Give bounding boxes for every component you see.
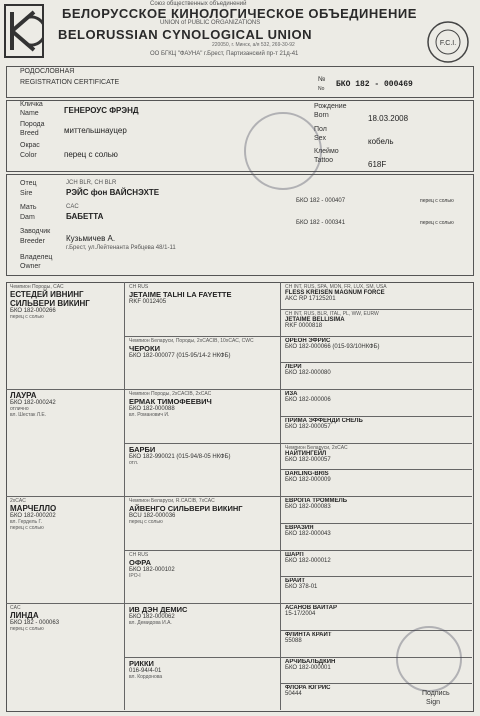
- ancestor-name: DARLING-BRIS: [285, 471, 329, 478]
- row-divider: [125, 603, 280, 604]
- ancestor-name: АЙВЕНГО СИЛЬВЕРИ ВИКИНГ: [129, 504, 243, 513]
- ancestor-name: ОФРА: [129, 557, 151, 567]
- sire-titles: JCH BLR, CH BLR: [66, 180, 117, 186]
- ancestor-color: перец с солью: [10, 525, 44, 531]
- ancestor-titles: CH RUS: [129, 284, 149, 290]
- ancestor-name: АСАНОВ ВАЙТАР: [285, 605, 338, 611]
- ancestor-name: JETAIME TALHI LA FAYETTE: [129, 290, 232, 299]
- fci-seal-icon: [426, 20, 470, 64]
- round-stamp-bottom: [396, 626, 462, 692]
- ancestor-extra: вл. Шестак Л.Е.: [10, 412, 47, 418]
- ancestor-reg: 50444: [285, 691, 302, 698]
- row-divider: [125, 336, 280, 337]
- tattoo-label-ru: Клеймо: [314, 148, 339, 155]
- ancestor-titles: CH INT, RUS, SPA, MON, FR, LUX, SM, USA: [285, 284, 387, 290]
- born-label-ru: Рождение: [314, 103, 347, 110]
- ancestor-cell-gen2: [129, 552, 276, 602]
- ancestor-name: ЛЕРИ: [285, 364, 302, 371]
- branch-line: ОО БГКЦ "ФАУНА" г.Брест, Партизанский пр-т 21д-41: [150, 51, 299, 57]
- ancestor-cell-gen3: [285, 552, 468, 575]
- dam-label-ru: Мать: [20, 204, 37, 211]
- ancestor-note: перец с солью: [10, 314, 44, 320]
- ancestor-note: перец с солью: [10, 626, 44, 632]
- breed-label-ru: Порода: [20, 121, 45, 128]
- row-divider: [281, 576, 472, 577]
- name-label-ru: Кличка: [20, 101, 43, 108]
- ancestor-titles: 2xCAC: [10, 498, 26, 504]
- ancestor-name: ФЛИНТА КРАЙТ: [285, 631, 332, 638]
- ancestor-reg: БКО 378-01: [285, 584, 318, 591]
- dam-reg: БКО 182 - 000341: [296, 220, 346, 226]
- ancestor-name: МАРЧЕЛЛО: [10, 504, 57, 513]
- ancestor-name: ПРИМА ЭФФЕНДИ СНЕЛЬ: [285, 417, 363, 424]
- ancestor-cell-gen1: [10, 605, 120, 708]
- ancestor-titles: CH INT, RUS, BLR, ITAL, PL, WW, EURW: [285, 310, 379, 317]
- ancestor-reg: БКО 182-000066 (015-93/10НКФБ): [285, 343, 380, 350]
- breeder-name: Кузьмичев А.: [66, 234, 116, 243]
- sex-label-ru: Пол: [314, 126, 327, 133]
- dog-breed: миттельшнауцер: [64, 126, 127, 135]
- row-divider: [281, 469, 472, 470]
- row-divider: [281, 496, 472, 497]
- ancestor-name: ЕРМАК ТИМОФЕЕВИЧ: [129, 397, 212, 406]
- ancestor-cell-gen3: [285, 364, 468, 387]
- ancestor-name: ЕВРАЗИЯ: [285, 524, 314, 531]
- dog-color: перец с солью: [64, 150, 118, 159]
- sign-label-en: Sign: [426, 699, 441, 706]
- ancestor-name: ФЛОРА ЮГРИС: [285, 685, 331, 692]
- ancestor-name: FLESS KREISEN MAGNUM FORCE: [285, 290, 385, 296]
- row-divider: [125, 657, 280, 658]
- cert-title-ru: РОДОСЛОВНАЯ: [20, 68, 75, 75]
- ancestor-note: вл. Демидова И.А.: [129, 620, 172, 626]
- row-divider: [281, 416, 472, 417]
- cert-no-label: №: [318, 76, 326, 83]
- sign-label-ru: Подпись: [422, 690, 450, 697]
- breeder-label-ru: Заводчик: [20, 228, 51, 235]
- ancestor-cell-gen2: [129, 445, 276, 495]
- document-header: [0, 0, 480, 66]
- color-label-ru: Окрас: [20, 142, 40, 149]
- dam-titles: CAC: [66, 204, 79, 210]
- sire-color: перец с солью: [420, 198, 454, 204]
- tattoo-label-en: Tattoo: [314, 157, 334, 164]
- ancestor-cell-gen3: [285, 605, 468, 628]
- sire-reg: БКО 182 - 000407: [296, 198, 346, 204]
- ancestor-cell-gen2: [129, 605, 276, 655]
- ancestor-name: ЧЕРОКИ: [129, 343, 160, 353]
- row-divider: [281, 309, 472, 310]
- ancestor-name: JETAIME BELLISIMA: [285, 316, 345, 323]
- ancestor-name: АРЧИБАЛЬДКИН: [285, 658, 336, 665]
- row-divider: [281, 336, 472, 337]
- ancestor-cell-gen3: [285, 418, 468, 441]
- ancestor-reg: БКО 182-000012: [285, 557, 331, 564]
- ancestor-titles: Чемпион Породы, 2xCACIB, 2xCAC: [129, 391, 212, 397]
- ancestor-note: IPO-I: [129, 572, 141, 579]
- born-label-en: Born: [314, 112, 329, 119]
- ancestor-reg: БКО 182-990021 (015-94/8-05 НКФБ): [129, 453, 231, 460]
- ancestor-reg: БКО 182-000080: [285, 370, 331, 377]
- sire-label-ru: Отец: [20, 180, 37, 187]
- owner-label-ru: Владелец: [20, 254, 53, 261]
- ancestor-reg: БКО 182-000088: [129, 406, 175, 412]
- ancestor-reg: БКО 182-000077 (015-95/14-2 НКФБ): [129, 352, 231, 359]
- dam-color: перец с солью: [420, 220, 454, 226]
- ancestor-cell-gen3: [285, 498, 468, 521]
- ancestor-name: ЛИНДА: [10, 611, 39, 620]
- ancestor-note: отлично: [10, 406, 29, 412]
- breeder-address: г.Брест, ул.Лейтенанта Рябцева 48/1-11: [66, 245, 176, 251]
- row-divider: [6, 496, 124, 497]
- ancestor-note: отл.: [129, 459, 139, 466]
- ancestor-reg: 55088: [285, 637, 302, 644]
- sire-name: РЭЙС фон ВАЙСНЭХТЕ: [66, 188, 160, 197]
- ancestor-titles: Чемпион Беларуси, 2xCAC: [285, 444, 348, 451]
- ancestor-reg: БКО 182 - 000063: [10, 620, 60, 626]
- dam-label-en: Dam: [20, 214, 35, 221]
- ancestor-cell-gen2: [129, 659, 276, 709]
- ancestor-cell-gen3: [285, 578, 468, 601]
- owner-label-en: Owner: [20, 263, 41, 270]
- name-label-en: Name: [20, 110, 39, 117]
- dog-tattoo: 618F: [368, 160, 387, 169]
- ancestor-cell-gen3: [285, 311, 468, 334]
- union-address: 220050, г. Минск, а/я 532, 269-30-92: [212, 42, 295, 48]
- fci-seal-text: F.C.I.: [439, 40, 457, 47]
- row-divider: [6, 389, 124, 390]
- row-divider: [6, 603, 124, 604]
- row-divider: [281, 523, 472, 524]
- row-divider: [281, 603, 472, 604]
- sex-label-en: Sex: [314, 135, 327, 142]
- cert-title-en: REGISTRATION CERTIFICATE: [20, 79, 120, 86]
- ancestor-cell-gen1: [10, 498, 120, 601]
- ancestor-titles: CAC: [10, 605, 21, 611]
- row-divider: [125, 443, 280, 444]
- ancestor-titles: CH RUS: [129, 551, 149, 558]
- ancestor-titles: Чемпион Породы, CAC: [10, 284, 64, 290]
- ancestor-reg: БКО 182-000043: [285, 530, 331, 537]
- ancestor-reg: БКО 182-000242: [10, 400, 56, 406]
- ancestor-cell-gen2: [129, 391, 276, 441]
- row-divider: [281, 389, 472, 390]
- ancestor-cell-gen1: [10, 284, 120, 387]
- ancestor-name: РИККИ: [129, 658, 154, 668]
- row-divider: [125, 550, 280, 551]
- color-label-en: Color: [20, 152, 37, 159]
- ancestor-reg: БКО 182-000102: [129, 566, 175, 573]
- cert-number: БКО 182 - 000469: [336, 80, 413, 89]
- ancestor-reg: БКО 182-000266: [10, 308, 56, 314]
- union-title-ru: БЕЛОРУССКОЕ КИНОЛОГИЧЕСКОЕ ОБЪЕДИНЕНИЕ: [62, 6, 417, 21]
- ancestor-reg: RKF 0012405: [129, 299, 167, 305]
- dog-sex: кобель: [368, 137, 394, 146]
- union-subtitle-ru: Союз общественных объединений: [150, 1, 247, 7]
- ancestor-name: ИЗА: [285, 391, 298, 397]
- ancestor-cell-gen3: [285, 338, 468, 361]
- breed-label-en: Breed: [20, 130, 39, 137]
- ancestor-name: ЕСТЕДЕЙ ИВНИНГ СИЛЬВЕРИ ВИКИНГ: [10, 290, 90, 308]
- union-title-en: BELORUSSIAN CYNOLOGICAL UNION: [58, 27, 313, 42]
- ancestor-reg: AKC RP 17125201: [285, 296, 336, 302]
- ancestor-cell-gen3: [285, 284, 468, 307]
- ancestor-name: ШАРП: [285, 551, 304, 558]
- ancestor-reg: БКО 182-000062: [129, 614, 175, 620]
- ancestor-reg: БКО 182-000202: [10, 513, 56, 519]
- ancestor-cell-gen3: [285, 471, 468, 494]
- row-divider: [125, 496, 280, 497]
- ancestor-cell-gen1: [10, 391, 120, 494]
- ancestor-reg: 016-94/4-01: [129, 667, 162, 674]
- ancestor-note: вл. Гердель Г.: [10, 519, 42, 525]
- ancestor-reg: БКО 182-000006: [285, 397, 331, 403]
- row-divider: [125, 389, 280, 390]
- ancestor-cell-gen3: [285, 445, 468, 468]
- ancestor-name: ЛАУРА: [10, 391, 37, 400]
- dam-name: БАБЕТТА: [66, 212, 104, 221]
- ancestor-reg: БКО 182-000001: [285, 664, 331, 671]
- ancestor-reg: БКО 182-000057: [285, 423, 331, 430]
- ancestor-name: БРАЙТ: [285, 578, 306, 585]
- ancestor-note: вл. Кордонова: [129, 673, 163, 680]
- ancestor-cell-gen3: [285, 391, 468, 414]
- ancestor-note: вл. Романович И.: [129, 412, 170, 418]
- ancestor-note: перец с солью: [129, 519, 163, 525]
- ancestor-name: ОРЕОН ЭФРИС: [285, 337, 331, 344]
- dog-name: ГЕНЕРОУС ФРЭНД: [64, 106, 139, 115]
- ancestor-reg: 15-17/2004: [285, 611, 316, 617]
- ancestor-name: ЕВРОПА ТРОММЕЛЬ: [285, 498, 348, 504]
- ancestor-reg: БКО 182-000057: [285, 456, 331, 463]
- row-divider: [281, 443, 472, 444]
- ancestor-cell-gen3: [285, 525, 468, 548]
- union-subtitle-en: UNION of PUBLIC ORGANIZATIONS: [160, 20, 261, 26]
- bcu-logo-icon: [4, 4, 44, 58]
- ancestor-cell-gen2: [129, 284, 276, 334]
- ancestor-cell-gen2: [129, 498, 276, 548]
- row-divider: [281, 362, 472, 363]
- cert-no-label-en: No: [318, 86, 325, 92]
- breeder-label-en: Breeder: [20, 238, 45, 245]
- ancestor-cell-gen2: [129, 338, 276, 388]
- sire-label-en: Sire: [20, 190, 33, 197]
- ancestor-reg: BCU 182-000036: [129, 513, 176, 519]
- ancestor-name: НАЙТИНГЕЙЛ: [285, 450, 327, 457]
- ancestor-reg: БКО 182-000083: [285, 504, 331, 510]
- ancestor-name: ИВ ДЭН ДЕМИС: [129, 605, 188, 614]
- row-divider: [281, 550, 472, 551]
- ancestor-titles: Чемпион Беларуси, Породы, 2xCACIB, 10xCAC, CWC: [129, 337, 254, 344]
- ancestor-reg: RKF 0000818: [285, 322, 323, 329]
- ancestor-name: БАРБИ: [129, 444, 156, 454]
- ancestor-reg: БКО 182-000009: [285, 477, 331, 484]
- dog-born: 18.03.2008: [368, 114, 409, 123]
- ancestor-titles: Чемпион Беларуси, R.CACIB, 7xCAC: [129, 498, 215, 504]
